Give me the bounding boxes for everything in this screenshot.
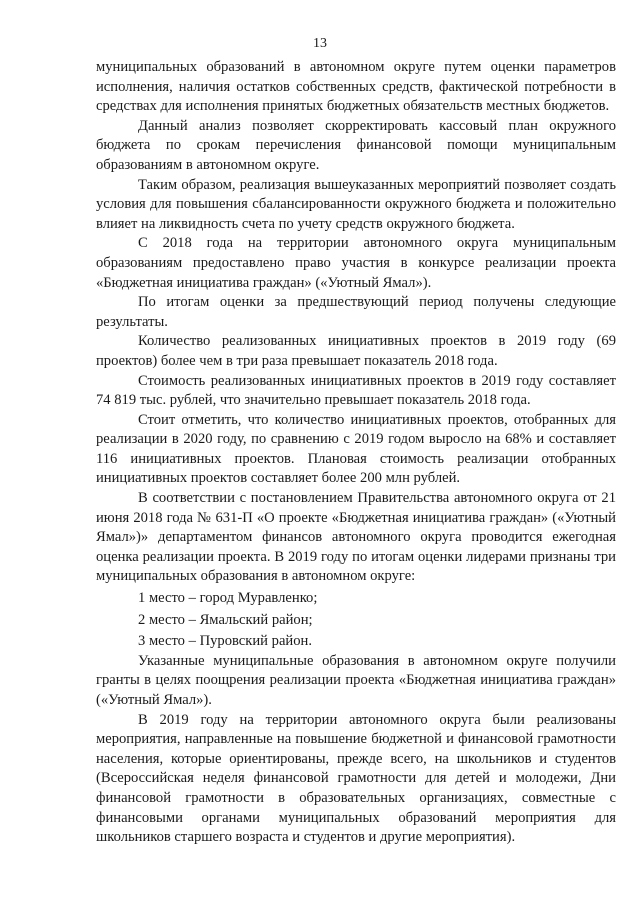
paragraph: Таким образом, реализация вышеуказанных мероприятий позволяет создать условия для повышения сбалансированности окружного бюджета и положительно влияет на ликвидность счета по учету средств окружного бюджета.	[96, 176, 616, 232]
list-item: 1 место – город Муравленко;	[138, 590, 318, 607]
paragraph: муниципальных образований в автономном округе путем оценки параметров исполнения, наличия остатков собственных средств, фактической потребности в средствах для исполнения принятых бюджетных обязательств местных бюджетов.	[96, 59, 616, 115]
paragraph: Стоит отметить, что количество инициативных проектов, отобранных для реализации в 2020 году, по сравнению с 2019 годом выросло на 68% и составляет 116 инициативных проектов. Плановая стоимость реализации отобранных инициативных проектов составляет более 200 млн рублей.	[96, 411, 616, 487]
paragraph: В 2019 году на территории автономного округа были реализованы мероприятия, направленные на повышение бюджетной и финансовой грамотности населения, которые ориентированы, прежде всего, на школьников и студентов (Всероссийская неделя финансовой грамотности для детей и молодежи, Дни финансовой грамотности в образовательных организациях, совместные с финансовыми органами муниципальных образований мероприятия для школьников старшего возраста и студентов и другие мероприятия).	[96, 711, 616, 846]
paragraph: Данный анализ позволяет скорректировать кассовый план окружного бюджета по срокам перечисления финансовой помощи муниципальным образованиям в автономном округе.	[96, 117, 616, 173]
paragraph: В соответствии с постановлением Правительства автономного округа от 21 июня 2018 года № 631-П «О проекте «Бюджетная инициатива граждан» («Уютный Ямал»)» департаментом финансов автономного округа проводится ежегодная оценка реализации проекта. В 2019 году по итогам оценки лидерами признаны три муниципальных образования в автономном округе:	[96, 490, 616, 585]
list-item: 2 место – Ямальский район;	[138, 611, 313, 628]
paragraph: По итогам оценки за предшествующий период получены следующие результаты.	[96, 294, 616, 330]
document-body	[96, 58, 616, 848]
paragraph: Указанные муниципальные образования в автономном округе получили гранты в целях поощрения реализации проекта «Бюджетная инициатива граждан» («Уютный Ямал»).	[96, 652, 616, 708]
page-number: 13	[313, 36, 327, 51]
paragraph: С 2018 года на территории автономного округа муниципальным образованиям предоставлено право участия в конкурсе реализации проекта «Бюджетная инициатива граждан» («Уютный Ямал»).	[96, 235, 616, 291]
list-item: 3 место – Пуровский район.	[138, 633, 312, 650]
paragraph: Стоимость реализованных инициативных проектов в 2019 году составляет 74 819 тыс. рублей, что значительно превышает показатель 2018 года.	[96, 372, 616, 409]
paragraph: Количество реализованных инициативных проектов в 2019 году (69 проектов) более чем в три раза превышает показатель 2018 года.	[96, 333, 616, 369]
